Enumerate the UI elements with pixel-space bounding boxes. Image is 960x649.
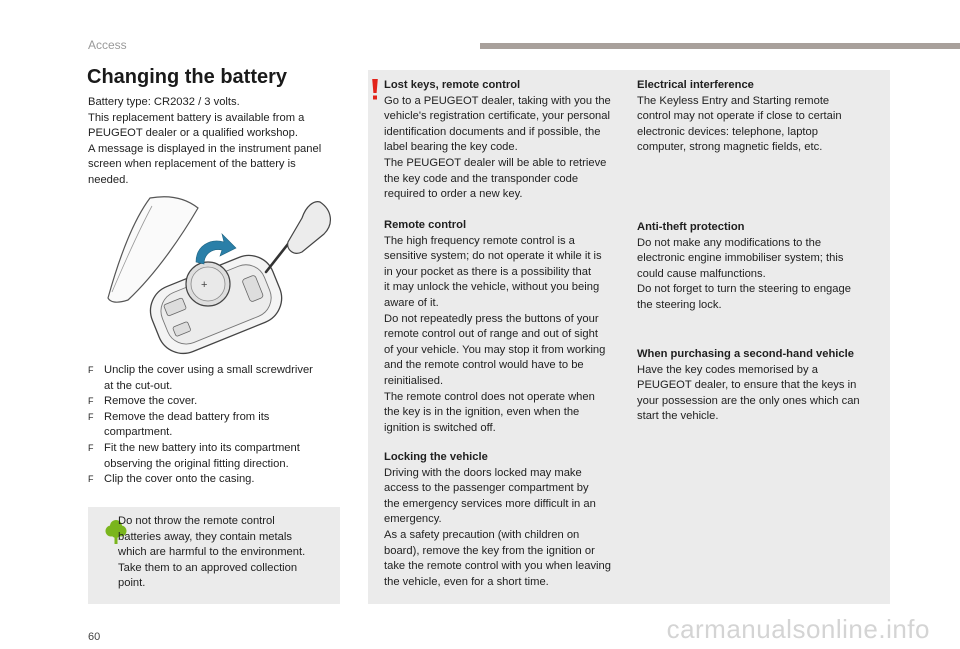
electrical-interference-section: Electrical interference The Keyless Entry and Starting remote control may not operate if close to certain electronic devices: telephone, laptop computer, strong magnetic fields, etc. <box>637 78 887 156</box>
section-label: Access <box>88 38 127 52</box>
section-heading: When purchasing a second-hand vehicle <box>637 348 854 360</box>
section-heading: Electrical interference <box>637 79 754 91</box>
list-item: F Unclip the cover using a small screwdriver at the cut-out. <box>88 364 313 392</box>
second-hand-section: When purchasing a second-hand vehicle Have the key codes memorised by a PEUGEOT dealer, to ensure that the keys in your possession are the only ones which can start the vehicle. <box>637 347 887 425</box>
section-heading: Locking the vehicle <box>384 451 488 463</box>
anti-theft-section: Anti-theft protection Do not make any modifications to the electronic engine immobiliser system; this could cause malfunctions. Do not forget to turn the steering to engage the steering lock. <box>637 220 887 314</box>
list-item: F Remove the cover. <box>88 395 198 408</box>
watermark: carmanualsonline.info <box>666 614 930 644</box>
exclamation-icon <box>371 79 379 101</box>
section-heading: Anti-theft protection <box>637 221 745 233</box>
environment-note <box>88 507 340 604</box>
section-heading: Remote control <box>384 219 467 231</box>
page-title: Changing the battery <box>87 66 288 88</box>
rotation-arrow-icon <box>196 234 236 264</box>
section-heading: Lost keys, remote control <box>384 79 521 91</box>
steps-list <box>88 363 340 488</box>
remote-control-section: Remote control The high frequency remote control is a sensitive system; do not operate it while it is in your pocket as there is a possibility that it may unlock the vehicle, without you being aware of it. Do not repeatedly press the buttons of your remote control out of range and out of sight of your vehicle. You may stop it from working and the remote control would have to be reinitialised. The remote control does not operate when the key is in the ignition, even when the ignition is switched off. <box>384 218 634 436</box>
battery-replacement-illustration <box>88 192 340 360</box>
list-item: F Clip the cover onto the casing. <box>88 473 255 486</box>
list-item: F Fit the new battery into its compartment observing the original fitting direction. <box>88 441 300 470</box>
intro-paragraph: Battery type: CR2032 / 3 volts. This replacement battery is available from a PEUGEOT dealer or a qualified workshop. A message is displayed in the instrument panel screen when replacement of the battery is needed. <box>88 96 322 186</box>
lost-keys-section: Lost keys, remote control Go to a PEUGEOT dealer, taking with you the vehicle's registration certificate, your personal identification documents and if possible, the label bearing the key code. The PEUGEOT dealer will be able to retrieve the key code and the transponder code required to order a new key. <box>384 78 634 203</box>
list-item: F Remove the dead battery from its compartment. <box>88 410 270 439</box>
environment-note-text: Do not throw the remote control batteries away, they contain metals which are harmful to the environment. Take them to an approved collection point. <box>118 515 306 590</box>
locking-section: Locking the vehicle Driving with the doors locked may make access to the passenger compartment by the emergency services more difficult in an emergency. As a safety precaution (with children on board), remove the key from the ignition or take the remote control with you when leaving the vehicle, even for a short time. <box>384 450 634 590</box>
section-header-bar <box>480 43 960 49</box>
screwdriver-tip <box>266 244 288 272</box>
svg-text:+: + <box>201 279 208 291</box>
page-number: 60 <box>88 631 101 643</box>
screwdriver-handle <box>288 202 331 254</box>
